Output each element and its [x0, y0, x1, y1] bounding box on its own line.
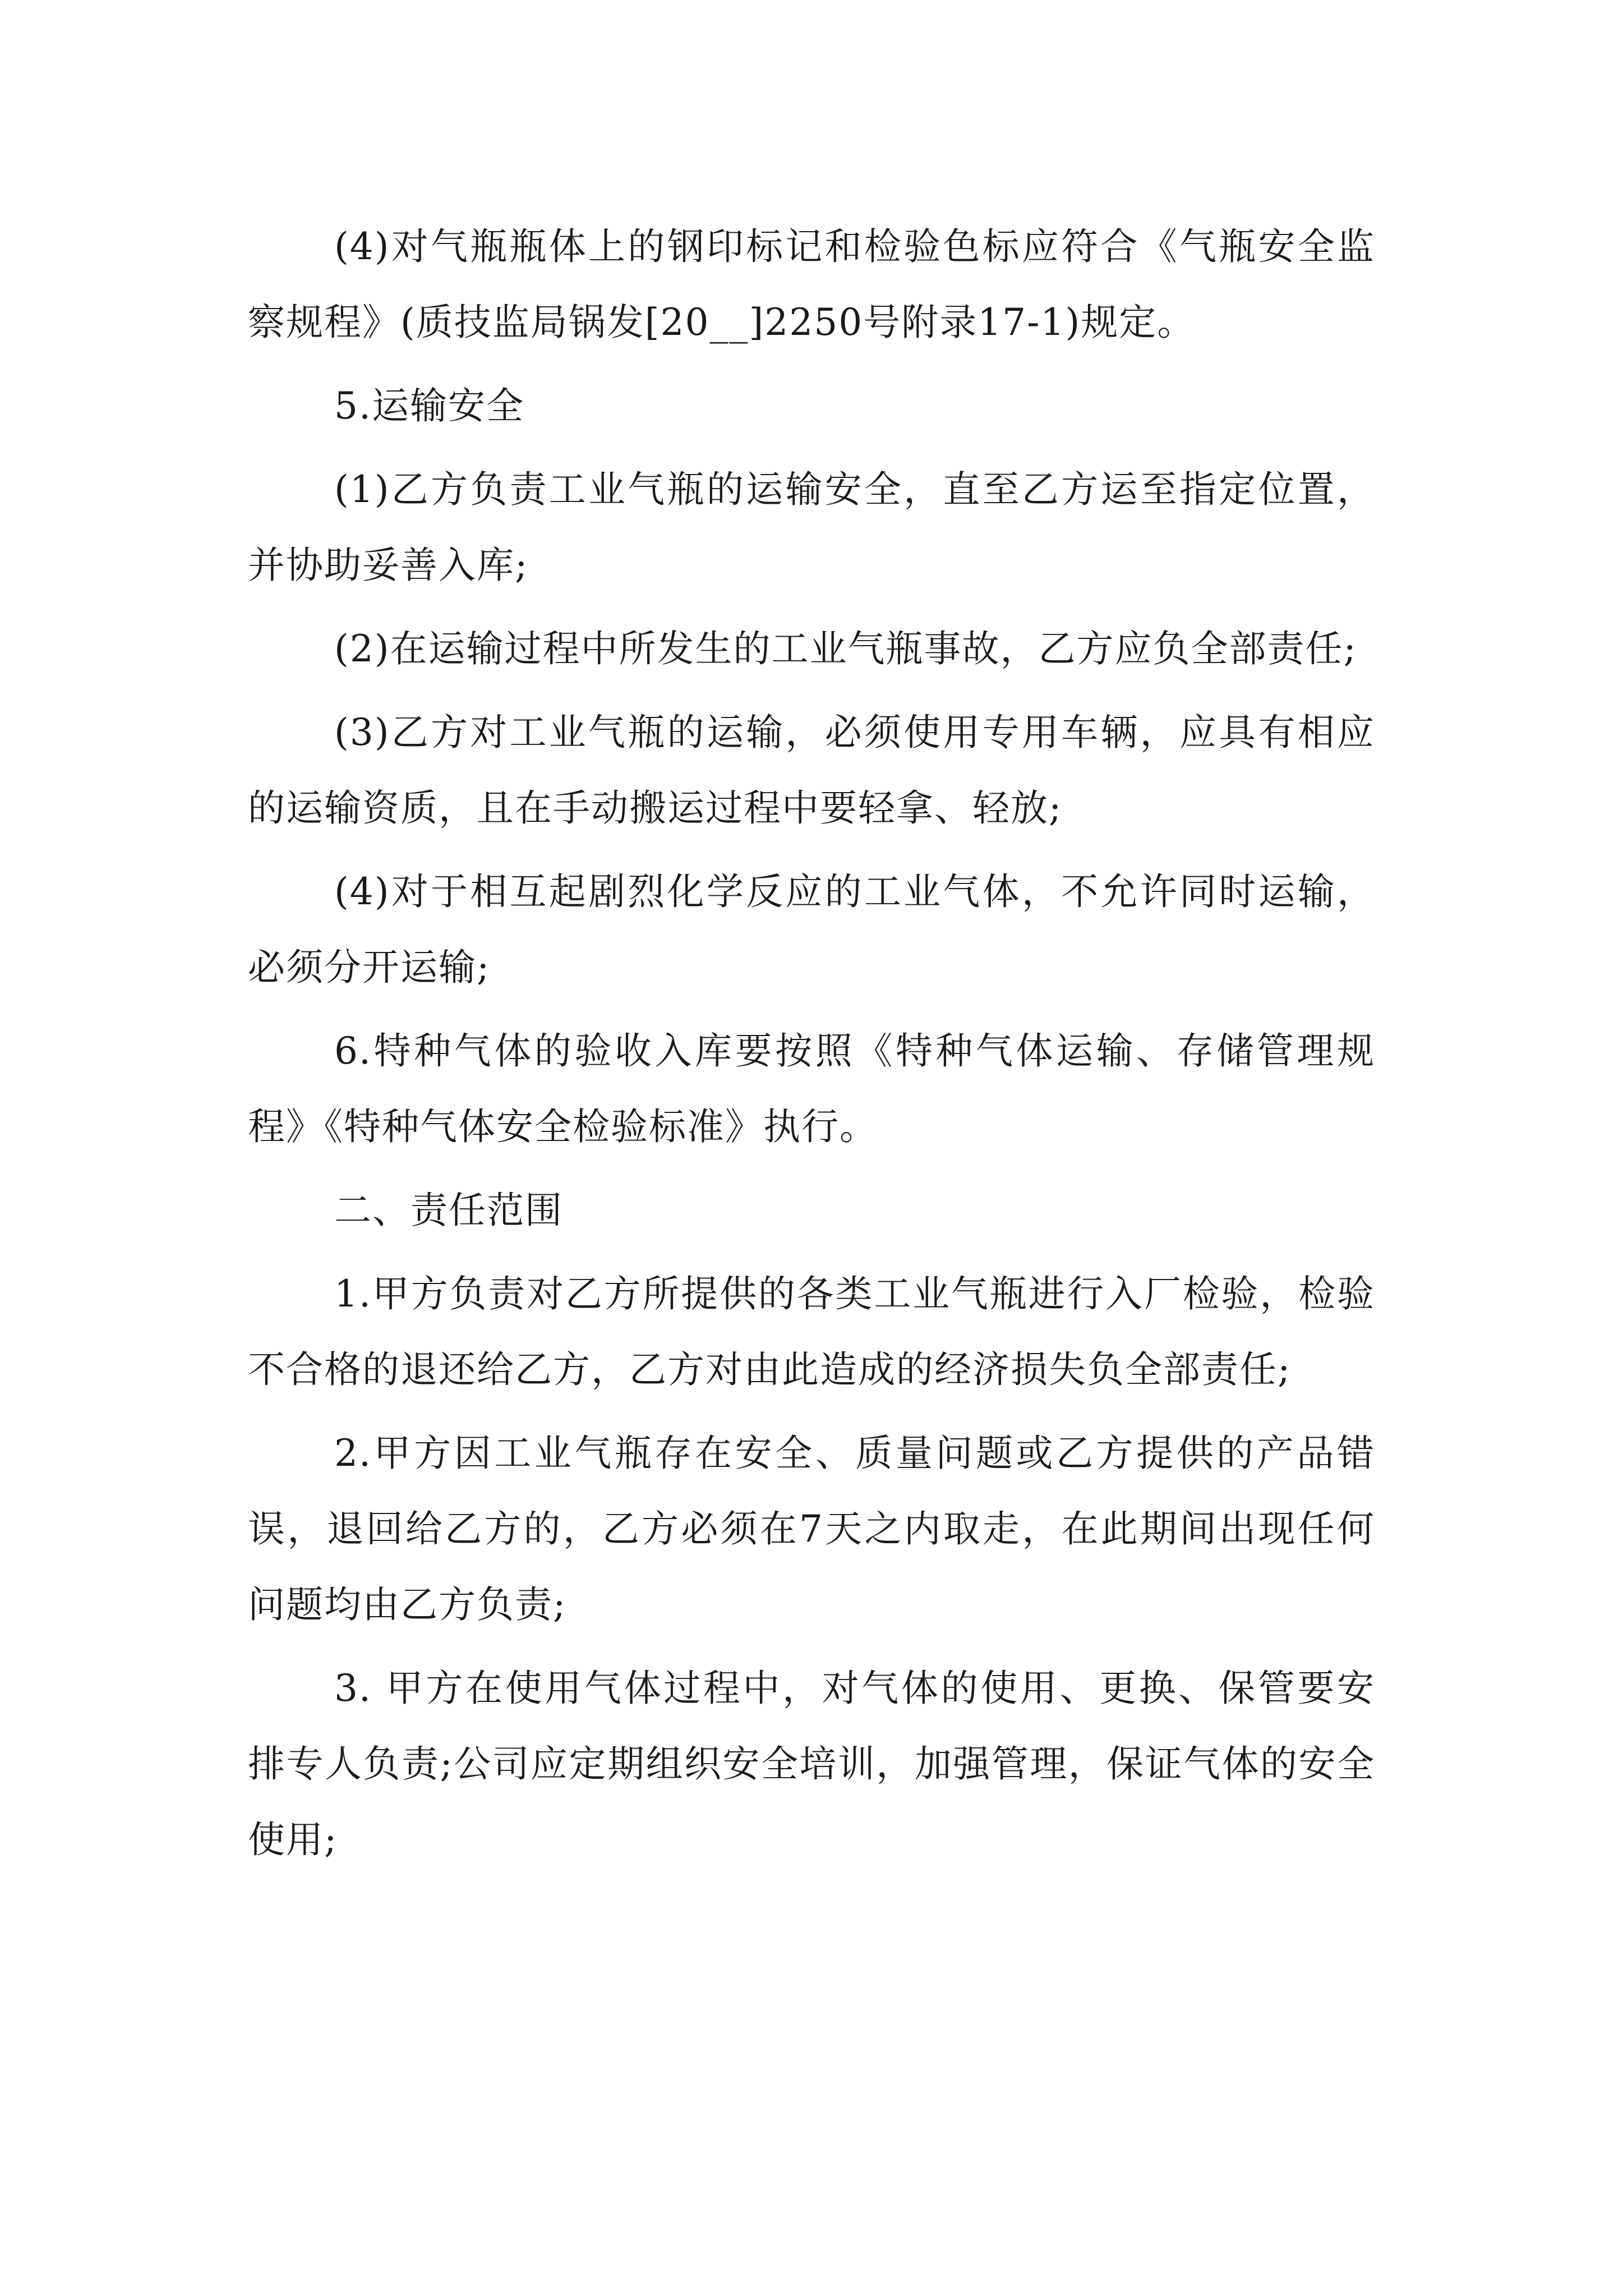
- paragraph-transport-3: (3)乙方对工业气瓶的运输，必须使用专用车辆，应具有相应的运输资质，且在手动搬运过程中要轻拿、轻放;: [248, 711, 1375, 830]
- paragraph-responsibility-1: 1.甲方负责对乙方所提供的各类工业气瓶进行入厂检验，检验不合格的退还给乙方，乙方对由此造成的经济损失负全部责任;: [248, 1272, 1375, 1391]
- paragraph-responsibility-2: 2.甲方因工业气瓶存在安全、质量问题或乙方提供的产品错误，退回给乙方的，乙方必须在7天之内取走，在此期间出现任何问题均由乙方负责;: [248, 1432, 1375, 1626]
- paragraph-special-gas: 6.特种气体的验收入库要按照《特种气体运输、存储管理规程》《特种气体安全检验标准》执行。: [248, 1029, 1375, 1148]
- paragraph-transport-1: (1)乙方负责工业气瓶的运输安全，直至乙方运至指定位置，并协助妥善入库;: [248, 468, 1375, 587]
- document-body: [248, 209, 1375, 1885]
- paragraph-transport-2: (2)在运输过程中所发生的工业气瓶事故，乙方应负全部责任;: [334, 627, 1357, 670]
- paragraph-transport-4: (4)对于相互起剧烈化学反应的工业气体，不允许同时运输，必须分开运输;: [248, 870, 1375, 989]
- section-heading-transport-safety: 5.运输安全: [334, 384, 524, 427]
- paragraph-responsibility-3: 3. 甲方在使用气体过程中，对气体的使用、更换、保管要安排专人负责;公司应定期组织安全培训，加强管理，保证气体的安全使用;: [248, 1667, 1375, 1861]
- paragraph-cylinder-marking: (4)对气瓶瓶体上的钢印标记和检验色标应符合《气瓶安全监察规程》(质技监局锅发[20__]2250号附录17-1)规定。: [248, 225, 1375, 344]
- section-heading-responsibility: 二、责任范围: [334, 1189, 563, 1232]
